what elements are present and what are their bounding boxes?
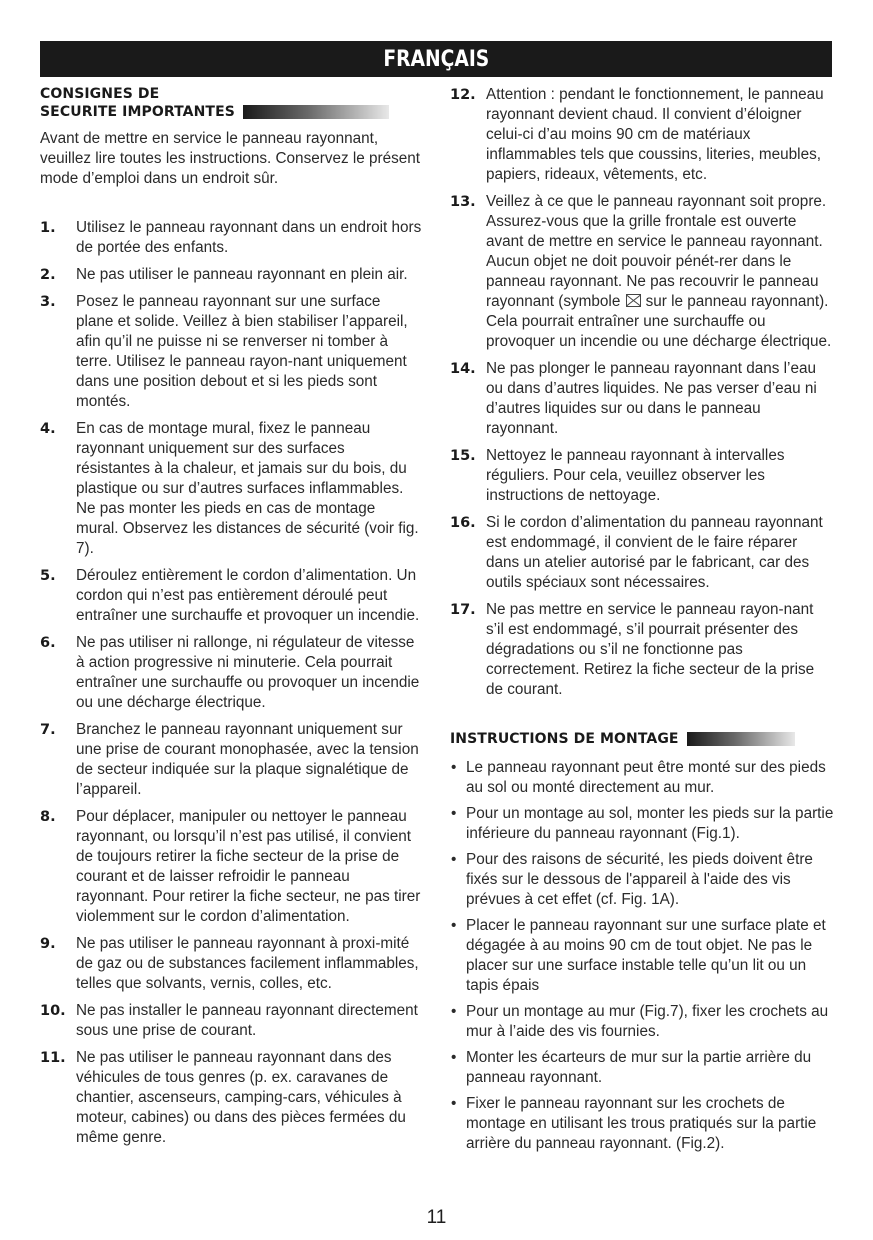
list-item: • Fixer le panneau rayonnant sur les crochets de montage en utilisant les trous pratiqués sur la partie arrière du panneau rayonnant. (Fig.2). xyxy=(451,1095,817,1152)
page-number: 11 xyxy=(426,1207,447,1228)
heading-gradient-bar xyxy=(687,732,795,746)
list-item: • Monter les écarteurs de mur sur la partie arrière du panneau rayonnant. xyxy=(451,1049,812,1086)
list-item: • Pour des raisons de sécurité, les pieds doivent être fixés sur le dessous de l'appareil à l'aide des vis prévues à cet effet (cf. Fig. 1A). xyxy=(451,851,813,908)
list-item: 9. Ne pas utiliser le panneau rayonnant à proxi-mité de gaz ou de substances facilement inflammables, telles que solvants, vernis, colles, etc. xyxy=(40,935,419,992)
list-item: 15. Nettoyez le panneau rayonnant à intervalles réguliers. Pour cela, veuillez observer les instructions de nettoyage. xyxy=(450,447,785,504)
list-item: 6. Ne pas utiliser ni rallonge, ni régulateur de vitesse à action progressive ni minuterie. Cela pourrait entraîner une surchauffe ou provoquer un incendie ou une décharge électrique. xyxy=(40,634,420,711)
heading-gradient-bar xyxy=(243,105,389,119)
safety-heading-line1: CONSIGNES DE xyxy=(40,86,160,102)
list-item: • Placer le panneau rayonnant sur une surface plate et dégagée à au moins 90 cm de tout objet. Ne pas le placer sur une surface instable telle qu’un lit ou un tapis épais xyxy=(451,917,826,994)
safety-heading-line2: SECURITE IMPORTANTES xyxy=(40,104,235,120)
list-item: 1. Utilisez le panneau rayonnant dans un endroit hors de portée des enfants. xyxy=(40,219,422,256)
list-item: 4. En cas de montage mural, fixez le panneau rayonnant uniquement sur des surfaces résistantes à la chaleur, et jamais sur du bois, du plastique ou sur d’autres surfaces inflammables. Ne pas monter les pieds en cas de montage mural. Observez les distances de sécurité (voir fig. 7). xyxy=(40,420,419,557)
list-item: 10. Ne pas installer le panneau rayonnant directement sous une prise de courant. xyxy=(40,1002,418,1039)
language-header-bar xyxy=(40,41,832,77)
do-not-cover-symbol-icon xyxy=(626,294,641,307)
mounting-heading: INSTRUCTIONS DE MONTAGE xyxy=(450,731,679,747)
list-item: 8. Pour déplacer, manipuler ou nettoyer le panneau rayonnant, ou lorsqu’il n’est pas utilisé, il convient de toujours retirer la fiche secteur de la prise de courant et de laisser refroidir le panneau rayonnant. Pour retirer la fiche secteur, ne pas tirer violemment sur le cordon d’alimentation. xyxy=(40,808,421,925)
list-item: 13. Veillez à ce que le panneau rayonnant soit propre. Assurez-vous que la grille frontale est ouverte avant de mettre en service le panneau rayonnant. Aucun objet ne doit pouvoir pénét-rer dans le panneau rayonnant. Ne pas recouvrir le panneau rayonnant (symbole sur le panneau rayonnant). Cela pourrait entraîner une surchauffe ou provoquer un incendie ou une décharge électrique. xyxy=(450,193,832,350)
list-item: • Pour un montage au mur (Fig.7), fixer les crochets au mur à l’aide des vis fournies. xyxy=(451,1003,829,1040)
list-item: 12. Attention : pendant le fonctionnement, le panneau rayonnant devient chaud. Il convient d’éloigner celui-ci d’au moins 90 cm de matériaux inflammables tels que coussins, literies, meubles, papiers, rideaux, vêtements, etc. xyxy=(450,86,824,183)
language-title: FRANÇAIS xyxy=(383,46,489,72)
safety-list-right xyxy=(450,85,834,700)
list-item: • Pour un montage au sol, monter les pieds sur la partie inférieure du panneau rayonnant (Fig.1). xyxy=(451,805,834,842)
mounting-section-heading xyxy=(450,730,834,748)
safety-intro: Avant de mettre en service le panneau rayonnant, veuillez lire toutes les instructions. Conservez le présent mode d’emploi dans un endroit sûr. xyxy=(40,130,421,187)
list-item: 7. Branchez le panneau rayonnant uniquement sur une prise de courant monophasée, avec la tension de secteur indiquée sur la plaque signalétique de l’appareil. xyxy=(40,721,419,798)
left-column xyxy=(40,85,422,1155)
list-item: 17. Ne pas mettre en service le panneau rayon-nant s’il est endommagé, s’il pourrait présenter des dégradations ou s’il ne fonctionne pas correctement. Retirez la fiche secteur de la prise de courant. xyxy=(450,601,815,698)
list-item: 2. Ne pas utiliser le panneau rayonnant en plein air. xyxy=(40,266,408,283)
safety-list-left xyxy=(40,218,422,1148)
mounting-bullet-list xyxy=(450,758,834,1154)
list-item: 14. Ne pas plonger le panneau rayonnant dans l’eau ou dans d’autres liquides. Ne pas verser d’eau ni d’autres liquides sur ou dans le panneau rayonnant. xyxy=(450,360,817,437)
list-item: 3. Posez le panneau rayonnant sur une surface plane et solide. Veillez à bien stabiliser l’appareil, afin qu’il ne puisse ni se renverser ni tomber à terre. Utilisez le panneau rayon-nant uniquement dans une position debout et si les pieds sont montés. xyxy=(40,293,408,410)
list-item: • Le panneau rayonnant peut être monté sur des pieds au sol ou monté directement au mur. xyxy=(451,759,826,796)
list-item: 11. Ne pas utiliser le panneau rayonnant dans des véhicules de tous genres (p. ex. caravanes de chantier, ascenseurs, camping-cars, véhicules à moteur, cabines) ou dans des pièces fermées du même genre. xyxy=(40,1049,406,1146)
list-item: 16. Si le cordon d’alimentation du panneau rayonnant est endommagé, il convient de le faire réparer dans un atelier autorisé par le fabricant, car des outils spéciaux sont nécessaires. xyxy=(450,514,823,591)
right-column xyxy=(450,85,834,1160)
safety-section-heading xyxy=(40,85,422,121)
list-item: 5. Déroulez entièrement le cordon d’alimentation. Un cordon qui n’est pas entièrement déroulé peut entraîner une surchauffe et provoquer un incendie. xyxy=(40,567,420,624)
